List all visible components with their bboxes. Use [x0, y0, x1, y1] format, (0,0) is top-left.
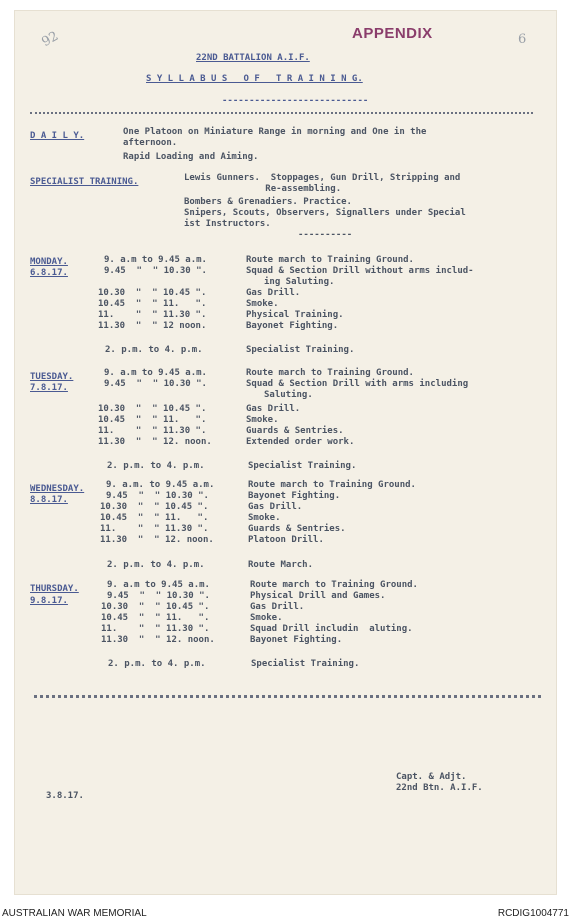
time-slot: 9.45 " " 10.30 ".	[106, 491, 209, 501]
specialist-line: Bombers & Grenadiers. Practice.	[184, 197, 352, 207]
afternoon-activity: Route March.	[248, 560, 314, 570]
day-label: TUESDAY.	[30, 372, 74, 382]
footer-archive-name: AUSTRALIAN WAR MEMORIAL	[2, 908, 147, 919]
specialist-label: SPECIALIST TRAINING.	[30, 177, 139, 187]
time-slot: 11.30 " " 12. noon.	[100, 535, 214, 545]
activity: Guards & Sentries.	[246, 426, 344, 436]
appendix-stamp: APPENDIX	[352, 25, 433, 42]
document-title: S Y L L A B U S O F T R A I N I N G.	[146, 74, 363, 84]
signature-line: 22nd Btn. A.I.F.	[396, 783, 483, 793]
activity: ing Saluting.	[264, 277, 335, 287]
afternoon-time: 2. p.m. to 4. p.m.	[107, 461, 205, 471]
document-page	[14, 10, 557, 895]
activity: Smoke.	[250, 613, 283, 623]
specialist-rule: ----------	[298, 230, 353, 240]
activity: Physical Drill and Games.	[250, 591, 386, 601]
specialist-line: Snipers, Scouts, Observers, Signallers under Special	[184, 208, 466, 218]
footer-record-id: RCDIG1004771	[497, 908, 569, 919]
activity: Smoke.	[248, 513, 281, 523]
time-slot: 10.30 " " 10.45 ".	[101, 602, 210, 612]
day-date: 8.8.17.	[30, 495, 68, 505]
activity: Bayonet Fighting.	[246, 321, 339, 331]
activity: Smoke.	[246, 415, 279, 425]
time-slot: 11. " " 11.30 ".	[98, 426, 207, 436]
battalion-heading: 22ND BATTALION A.I.F.	[196, 53, 310, 63]
time-slot: 9. a.m to 9.45 a.m.	[104, 368, 207, 378]
time-slot: 10.45 " " 11. ".	[101, 613, 210, 623]
activity: Physical Training.	[246, 310, 344, 320]
time-slot: 11.30 " " 12 noon.	[98, 321, 207, 331]
afternoon-time: 2. p.m. to 4. p.m.	[108, 659, 206, 669]
page-number: 6	[518, 32, 527, 47]
activity: Route march to Training Ground.	[248, 480, 416, 490]
time-slot: 11.30 " " 12. noon.	[101, 635, 215, 645]
activity: Smoke.	[246, 299, 279, 309]
daily-line: afternoon.	[123, 138, 178, 148]
signature-line: Capt. & Adjt.	[396, 772, 467, 782]
activity: Gas Drill.	[250, 602, 305, 612]
afternoon-activity: Specialist Training.	[248, 461, 357, 471]
time-slot: 10.30 " " 10.45 ".	[98, 404, 207, 414]
specialist-line: ist Instructors.	[184, 219, 271, 229]
activity: Squad & Section Drill without arms includ-	[246, 266, 474, 276]
top-separator	[30, 112, 533, 114]
time-slot: 11. " " 11.30 ".	[101, 624, 210, 634]
time-slot: 11.30 " " 12. noon.	[98, 437, 212, 447]
folio-number: 92	[39, 28, 62, 51]
time-slot: 11. " " 11.30 ".	[100, 524, 209, 534]
time-slot: 9.45 " " 10.30 ".	[104, 379, 207, 389]
time-slot: 11. " " 11.30 ".	[98, 310, 207, 320]
day-date: 6.8.17.	[30, 268, 68, 278]
activity: Squad & Section Drill with arms including	[246, 379, 469, 389]
afternoon-time: 2. p.m. to 4. p.m.	[105, 345, 203, 355]
daily-line: One Platoon on Miniature Range in morning and One in the	[123, 127, 427, 137]
time-slot: 9. a.m to 9.45 a.m.	[107, 580, 210, 590]
activity: Gas Drill.	[246, 404, 301, 414]
day-label: WEDNESDAY.	[30, 484, 85, 494]
activity: Extended order work.	[246, 437, 355, 447]
day-date: 9.8.17.	[30, 596, 68, 606]
title-rule: ---------------------------	[222, 96, 369, 106]
time-slot: 9.45 " " 10.30 ".	[104, 266, 207, 276]
day-label: MONDAY.	[30, 257, 68, 267]
time-slot: 10.45 " " 11. ".	[98, 299, 207, 309]
activity: Gas Drill.	[246, 288, 301, 298]
issue-date: 3.8.17.	[46, 791, 84, 801]
activity: Guards & Sentries.	[248, 524, 346, 534]
activity: Platoon Drill.	[248, 535, 324, 545]
specialist-line: Lewis Gunners. Stoppages, Gun Drill, Stripping and	[184, 173, 461, 183]
day-label: THURSDAY.	[30, 584, 79, 594]
afternoon-activity: Specialist Training.	[246, 345, 355, 355]
activity: Saluting.	[264, 390, 313, 400]
daily-label: D A I L Y.	[30, 131, 85, 141]
time-slot: 10.30 " " 10.45 ".	[98, 288, 207, 298]
activity: Bayonet Fighting.	[250, 635, 343, 645]
specialist-line: Re-assembling.	[184, 184, 342, 194]
daily-line: Rapid Loading and Aiming.	[123, 152, 259, 162]
time-slot: 9.45 " " 10.30 ".	[107, 591, 210, 601]
time-slot: 9. a.m. to 9.45 a.m.	[106, 480, 215, 490]
activity: Route march to Training Ground.	[246, 255, 414, 265]
time-slot: 10.30 " " 10.45 ".	[100, 502, 209, 512]
afternoon-time: 2. p.m. to 4. p.m.	[107, 560, 205, 570]
time-slot: 10.45 " " 11. ".	[98, 415, 207, 425]
activity: Squad Drill includin aluting.	[250, 624, 413, 634]
activity: Route march to Training Ground.	[250, 580, 418, 590]
afternoon-activity: Specialist Training.	[251, 659, 360, 669]
activity: Route march to Training Ground.	[246, 368, 414, 378]
time-slot: 10.45 " " 11. ".	[100, 513, 209, 523]
time-slot: 9. a.m to 9.45 a.m.	[104, 255, 207, 265]
bottom-separator	[34, 695, 541, 698]
activity: Gas Drill.	[248, 502, 303, 512]
day-date: 7.8.17.	[30, 383, 68, 393]
activity: Bayonet Fighting.	[248, 491, 341, 501]
